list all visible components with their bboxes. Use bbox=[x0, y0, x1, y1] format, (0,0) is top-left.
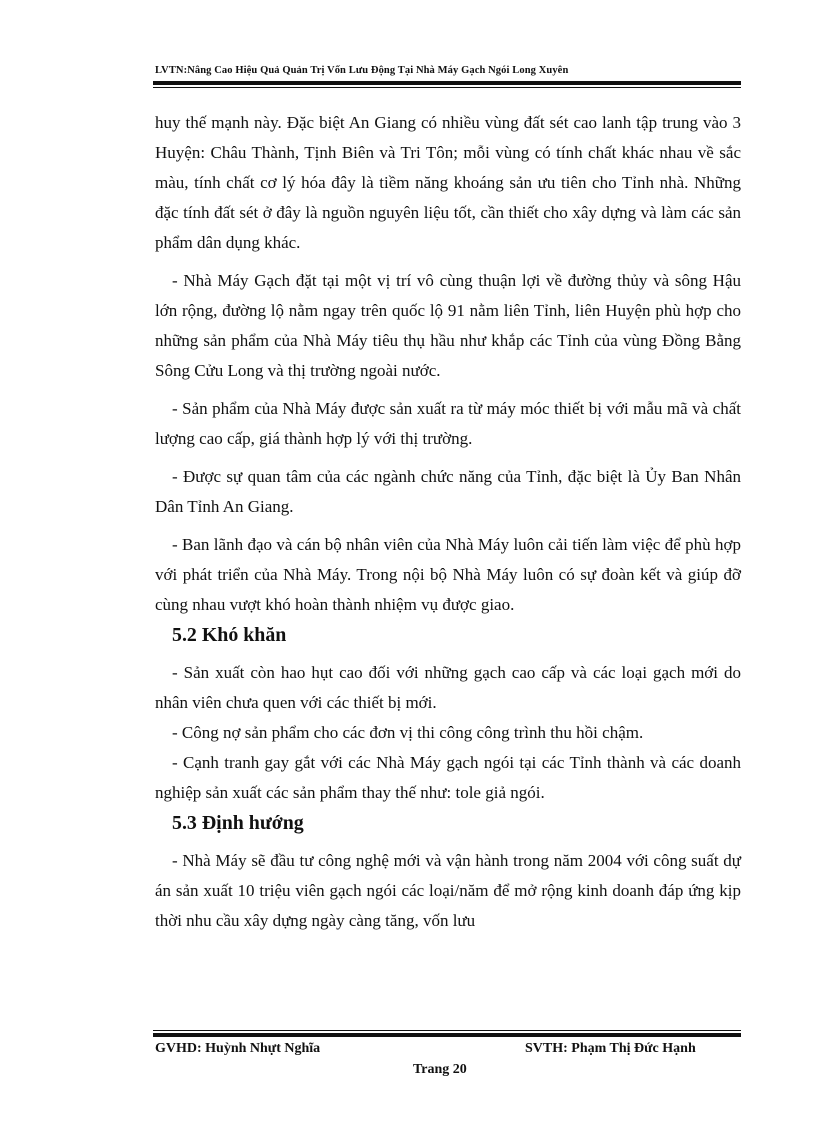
page-body bbox=[155, 108, 741, 936]
paragraph-location: - Nhà Máy Gạch đặt tại một vị trí vô cùng thuận lợi về đường thủy và sông Hậu lớn rộng, đường lộ nằm ngay trên quốc lộ 91 nằm liên Tỉnh, liên Huyện phù hợp cho những sản phẩm của Nhà Máy tiêu thụ hầu như khắp các Tỉnh của vùng Đồng Bằng Sông Cửu Long và thị trường ngoài nước. bbox=[155, 271, 741, 380]
footer-rule-thick bbox=[153, 1033, 741, 1037]
difficulty-item: - Cạnh tranh gay gắt với các Nhà Máy gạch ngói tại các Tỉnh thành và các doanh nghiệp sản xuất các sản phẩm thay thế như: tole giả ngói. bbox=[155, 753, 741, 802]
paragraph-leadership: - Ban lãnh đạo và cán bộ nhân viên của Nhà Máy luôn cải tiến làm việc để phù hợp với phát triển của Nhà Máy. Trong nội bộ Nhà Máy luôn có sự đoàn kết và giúp đỡ cùng nhau vượt khó hoàn thành nhiệm vụ được giao. bbox=[155, 535, 741, 614]
paragraph-continuation: huy thế mạnh này. Đặc biệt An Giang có nhiều vùng đất sét cao lanh tập trung vào 3 Huyện: Châu Thành, Tịnh Biên và Tri Tôn; mỗi vùng có tính chất khác nhau về sắc màu, tính chất cơ lý hóa đây là tiềm năng khoáng sản ưu tiên cho Tỉnh nhà. Những đặc tính đất sét ở đây là nguồn nguyên liệu tốt, cần thiết cho xây dựng và làm các sản phẩm dân dụng khác. bbox=[155, 113, 741, 252]
footer-advisor: GVHD: Huỳnh Nhựt Nghĩa bbox=[155, 1041, 321, 1056]
orientation-item: - Nhà Máy sẽ đầu tư công nghệ mới và vận hành trong năm 2004 với công suất dự án sản xuất 10 triệu viên gạch ngói các loại/năm để mở rộng kinh doanh đáp ứng kịp thời nhu cầu xây dựng ngày càng tăng, vốn lưu bbox=[155, 851, 741, 930]
section-heading-orientation: 5.3 Định hướng bbox=[172, 812, 304, 834]
footer-rule-thin bbox=[153, 1030, 741, 1031]
difficulty-item: - Sản xuất còn hao hụt cao đối với những gạch cao cấp và các loại gạch mới do nhân viên chưa quen với các thiết bị mới. bbox=[155, 663, 741, 712]
difficulty-item: - Công nợ sản phẩm cho các đơn vị thi công công trình thu hồi chậm. bbox=[172, 723, 644, 742]
header-rule-thin bbox=[153, 87, 741, 88]
document-header-title: LVTN:Nâng Cao Hiệu Quả Quản Trị Vốn Lưu Động Tại Nhà Máy Gạch Ngói Long Xuyên bbox=[155, 65, 569, 76]
header-rule-thick bbox=[153, 81, 741, 85]
section-heading-difficulties: 5.2 Khó khăn bbox=[172, 624, 287, 646]
paragraph-products: - Sản phẩm của Nhà Máy được sản xuất ra từ máy móc thiết bị với mẫu mã và chất lượng cao cấp, giá thành hợp lý với thị trường. bbox=[155, 399, 741, 448]
footer-student: SVTH: Phạm Thị Đức Hạnh bbox=[525, 1041, 696, 1056]
page-number: Trang 20 bbox=[413, 1062, 467, 1077]
paragraph-support: - Được sự quan tâm của các ngành chức năng của Tỉnh, đặc biệt là Ủy Ban Nhân Dân Tỉnh An Giang. bbox=[155, 467, 741, 516]
